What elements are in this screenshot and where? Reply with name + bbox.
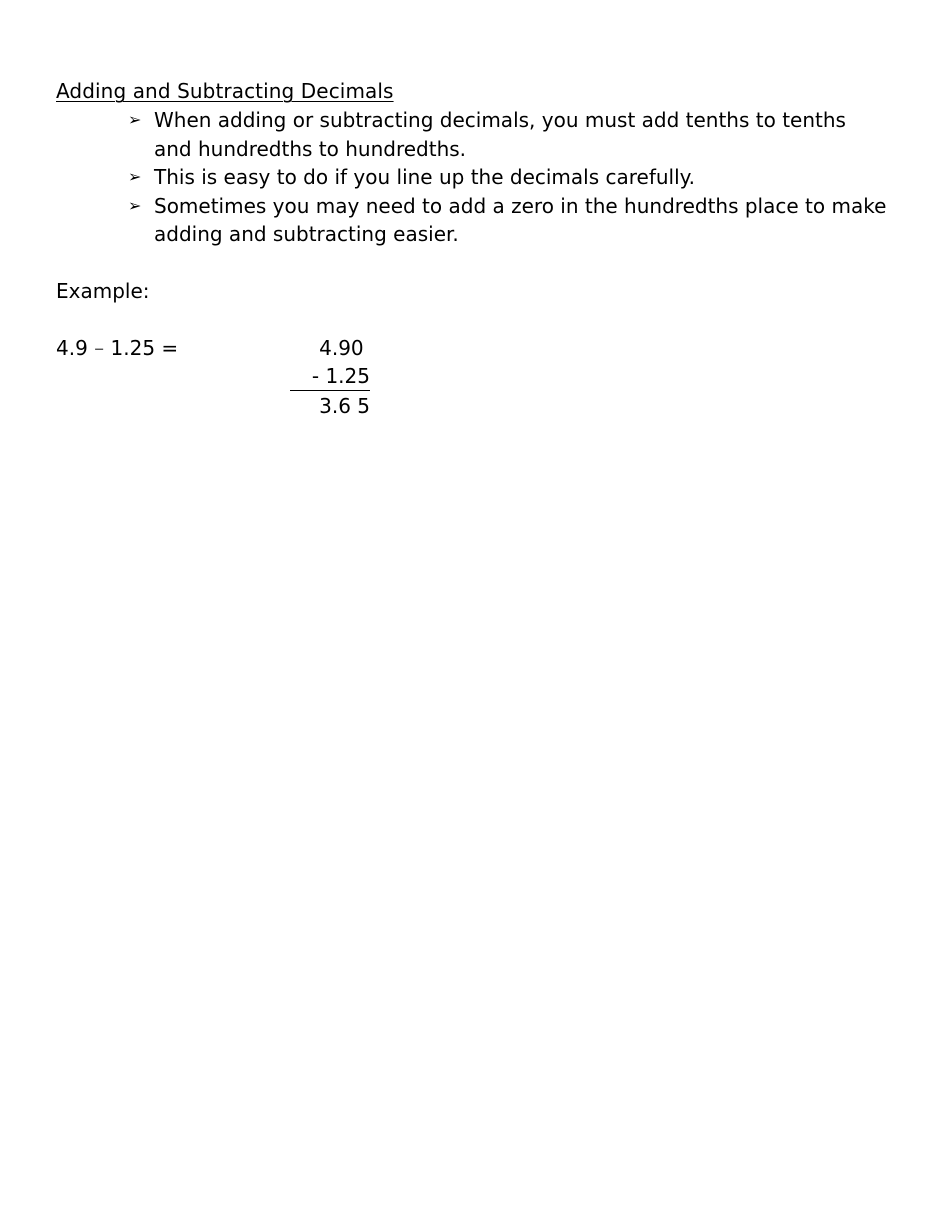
- equation-left-operand: 4.9: [56, 336, 88, 360]
- bullet-item: [128, 163, 888, 192]
- bullet-item: [128, 192, 888, 249]
- bullet-text: This is easy to do if you line up the decimals carefully.: [154, 165, 696, 189]
- bullet-text: Sometimes you may need to add a zero in the hundredths place to make adding and subtracting easier.: [154, 193, 887, 246]
- subtrahend: - 1.25: [290, 363, 370, 391]
- bullet-item: [128, 106, 888, 163]
- minus-sign: –: [94, 336, 105, 360]
- difference: 3.6 5: [319, 394, 370, 418]
- arrowhead-bullet-icon: ➢: [128, 195, 142, 215]
- bullet-list: [128, 106, 888, 249]
- vertical-subtraction: [290, 334, 370, 421]
- minuend: 4.90: [319, 336, 370, 360]
- page-title: Adding and Subtracting Decimals: [56, 79, 394, 103]
- arrowhead-bullet-icon: ➢: [128, 167, 142, 186]
- arrowhead-bullet-icon: ➢: [128, 110, 142, 129]
- bullet-text: When adding or subtracting decimals, you must add tenths to tenths and hundredths to hundredths.: [154, 108, 846, 161]
- equation-right-operand: 1.25 =: [110, 336, 179, 360]
- example-equation: [56, 334, 178, 362]
- example-label: Example:: [56, 279, 150, 303]
